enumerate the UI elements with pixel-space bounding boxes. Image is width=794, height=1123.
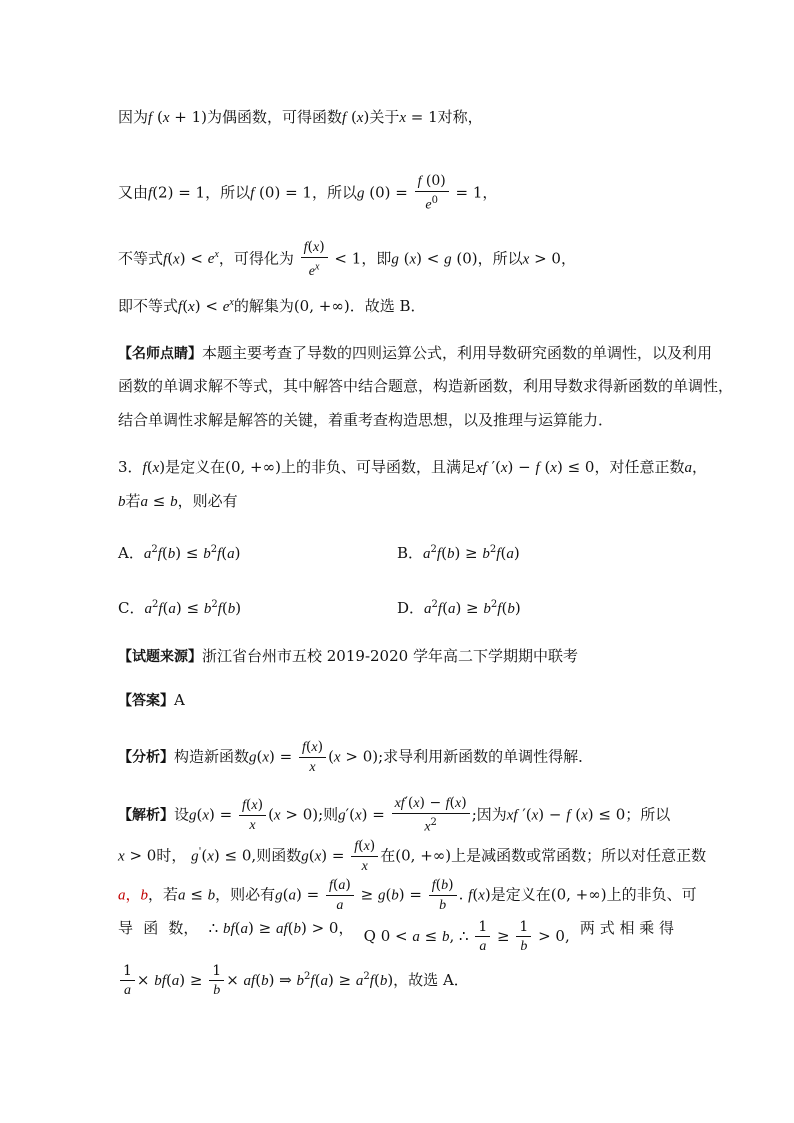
- text-line-4: 即不等式$f(x) < e^x$的解集为(0, +∞)．故选 B．: [118, 297, 426, 315]
- fraction: $\frac{f(x)}{e^x}$: [301, 238, 328, 281]
- text: 上的非负、可: [606, 885, 697, 904]
- text: 设: [174, 805, 190, 824]
- text: 函数的单调求解不等式，其中解答中结合题意，构造新函数，利用导数求得新函数的单调性，: [118, 377, 734, 395]
- text: 因为: [118, 108, 149, 126]
- option-label: C．: [118, 599, 145, 617]
- option-b[interactable]: B．$a^2f(b) \ge b^2f(a)$: [397, 544, 520, 562]
- analysis-line: 【分析】构造新函数g(x) = $\frac{f(x)}{x}$ (x > 0);求导利用新函数的单调性得解．: [118, 739, 594, 775]
- fraction: $\frac{f(a)}{a}$: [326, 876, 354, 915]
- text: ，所以: [205, 183, 251, 202]
- solution-line-5: $\frac{1}{a}$ × bf(a) ≥ $\frac{1}{b}$ × af(b) ⇒ $b^2f(a) \ge a^2f(b)$，故选 A．: [118, 962, 469, 1000]
- text: 结合单调性求解是解答的关键，着重考查构造思想，以及推理与运算能力．: [118, 411, 614, 429]
- answer-label: 【答案】: [118, 693, 174, 709]
- text: 是定义在: [165, 458, 226, 476]
- text: 本题主要考查了导数的四则运算公式，利用导数研究函数的单调性，以及利用: [202, 344, 713, 362]
- fraction: $\frac{f(b)}{b}$: [429, 876, 457, 915]
- solution-label: 【解析】: [118, 807, 174, 824]
- text: ，即: [361, 249, 392, 268]
- fraction: $\frac{f(x)}{x}$: [299, 738, 326, 777]
- text: ，所以: [311, 183, 357, 202]
- text: ，则必有: [177, 492, 238, 510]
- comment-line-3: [118, 410, 613, 430]
- text: 即不等式: [118, 297, 179, 315]
- text: ，所以: [477, 249, 523, 268]
- text: 则函数: [256, 846, 302, 865]
- solution-line-2: x > 0时， g'(x) ≤ 0,则函数g(x) = $\frac{f(x)}{x}$ 在(0, +∞)上是减函数或常函数；所以对任意正数: [118, 838, 707, 874]
- source-line: [118, 646, 578, 667]
- text: 上是减函数或常函数；所以对任意正数: [451, 846, 707, 865]
- comment-line-1: [118, 343, 712, 364]
- fraction: $\frac{1}{b}$: [516, 918, 531, 956]
- text: 为偶函数，可得函数: [206, 108, 342, 126]
- text: 是定义在: [490, 885, 551, 904]
- fraction: $\frac{f(x)}{x}$: [351, 837, 378, 876]
- option-d[interactable]: D．$a^2f(a) \ge b^2f(b)$: [397, 599, 521, 617]
- analysis-label: 【分析】: [118, 749, 174, 766]
- source-text: 浙江省台州市五校 2019-2020 学年高二下学期期中联考: [202, 647, 578, 665]
- option-label: B．: [397, 544, 424, 562]
- source-label: 【试题来源】: [118, 649, 202, 665]
- text: ，对任意正数: [594, 458, 685, 476]
- text-line-2: 又由f(2) = 1，所以f (0) = 1，所以g (0) = $\frac{f (0)}{e^0}$ = 1，: [118, 173, 498, 213]
- option-label: A．: [118, 544, 144, 562]
- solution-line-1: 【解析】设g(x) = $\frac{f(x)}{x}$ (x > 0);则g′(x) = $\frac{xf'(x) - f(x)}{x^2}$ ;因为xf ′(x) − f (x) ≤ 0；所以: [118, 795, 671, 835]
- text: 在: [380, 846, 396, 865]
- text: 时，: [156, 846, 187, 865]
- question-number: 3．: [118, 458, 143, 476]
- option-a[interactable]: A．$a^2f(b) \le b^2f(a)$: [118, 544, 241, 562]
- text: 构造新函数: [174, 747, 250, 766]
- fraction: $\frac{1}{b}$: [209, 962, 224, 1000]
- text-line-3: 不等式$f(x) < e^x$，可得化为 $\frac{f(x)}{e^x}$ < 1，即g (x) < g (0)，所以x > 0，: [118, 239, 576, 279]
- text: ．故选 B．: [349, 297, 426, 315]
- fraction: $\frac{f (0)}{e^0}$: [415, 172, 449, 215]
- text: 不等式: [118, 249, 164, 268]
- text-line-1: 因为f (x + 1)为偶函数，可得函数f (x)关于x = 1对称，: [118, 108, 483, 126]
- answer-line: [118, 690, 185, 711]
- text: ，可得化为: [218, 249, 294, 268]
- fraction: $\frac{f(x)}{x}$: [239, 796, 266, 835]
- solution-line-3: a，b，若a ≤ b，则必有g(a) = $\frac{f(a)}{a}$ ≥ g(b) = $\frac{f(b)}{b}$ . f(x)是定义在(0, +∞)上的非负、可: [118, 877, 697, 913]
- option-c[interactable]: C．$a^2f(a) \le b^2f(b)$: [118, 599, 242, 617]
- comment-label: 【名师点睛】: [118, 346, 202, 362]
- text: 导: [118, 919, 134, 937]
- text: 数: [168, 919, 184, 937]
- text: 又由: [118, 183, 149, 202]
- text: 上的非负、可导函数，且满足: [280, 458, 476, 476]
- text: 求导利用新函数的单调性得解．: [383, 747, 594, 766]
- text: 若: [125, 492, 141, 510]
- fraction: $\frac{1}{a}$: [120, 962, 135, 1000]
- question-line-1: 3．f(x)是定义在(0, +∞)上的非负、可导函数，且满足xf ′(x) − f (x) ≤ 0，对任意正数a，: [118, 458, 707, 476]
- answer-text: A: [174, 691, 185, 709]
- text: 关于: [369, 108, 400, 126]
- text: 的解集为: [233, 297, 294, 315]
- text: 若: [163, 885, 179, 904]
- text: 则: [323, 805, 339, 824]
- fraction: $\frac{xf'(x) - f(x)}{x^2}$: [392, 794, 470, 837]
- text: 对称，: [437, 108, 483, 126]
- fraction: $\frac{1}{a}$: [475, 918, 490, 956]
- text: 因为: [476, 805, 507, 824]
- question-line-2: b若a ≤ b，则必有: [118, 492, 238, 510]
- text: 函: [143, 919, 159, 937]
- text: 两 式 相 乘 得: [579, 919, 674, 937]
- text: ，则必有: [215, 885, 276, 904]
- comment-line-2: [118, 376, 733, 396]
- option-label: D．: [397, 599, 425, 617]
- solution-line-4: 导 函 数， ∴ bf(a) ≥ af(b) > 0， Q 0 < a ≤ b, ∴ $\frac{1}{a}$ ≥ $\frac{1}{b}$ > 0, 两 式 相 乘 得: [118, 919, 674, 954]
- text: ；所以: [625, 805, 671, 824]
- text: ，故选 A．: [393, 971, 469, 989]
